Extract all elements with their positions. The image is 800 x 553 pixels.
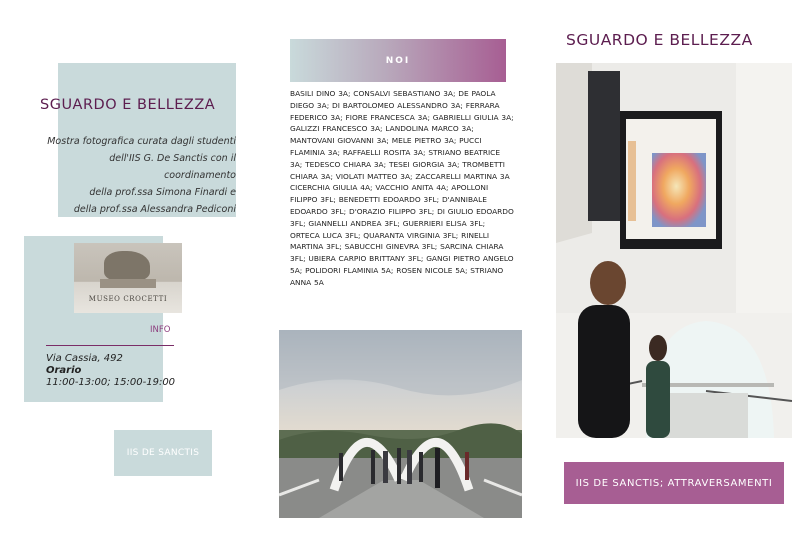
museum-crocetti-photo [74,243,182,313]
attraversamenti-banner [564,462,784,504]
info-divider [46,345,174,346]
museum-sign-text: MUSEO CROCETTI [88,295,168,303]
bridge-illustration [279,330,522,518]
description-line: Mostra fotografica curata dagli studenti [47,136,236,147]
statue-base [100,279,156,288]
gallery-photo [556,63,792,438]
info-label: INFO [150,325,171,335]
attraversamenti-label: IIS DE SANCTIS; ATTRAVERSAMENTI [575,477,773,489]
noi-header-bar [290,39,506,82]
bridge-photo [279,330,522,518]
student-names-list: BASILI DINO 3A; CONSALVI SEBASTIANO 3A; DE PAOLA DIEGO 3A; DI BARTOLOMEO ALESSANDRO 3A; FERRARA FEDERICO 3A; FIORE FRANCESCA 3A; GABRIELLI GIULIA 3A; GALIZZI FRANCESCO 3A; LANDOLINA MARCO 3A; MANTOVANI GIOVANNI 3A; MELE PIETRO 3A; PUCCI FLAMINIA 3A; RAFFAELLI ROSITA 3A; STRIANO BEATRICE 3A; TEDESCO CHIARA 3A; TESEI GIORGIA 3A; TROMBETTI CHIARA 3A; VIOLATI MATTEO 3A; ZACCARELLI MARTINA 3A CICERCHIA GIULIA 4A; VACCHIO ANITA 4A; APOLLONI FILIPPO 3FL; BENEDETTI EDOARDO 3FL; D'ANNIBALE EDOARDO 3FL; D'ORAZIO FILIPPO 3FL; DI GIULIO EDOARDO 3FL; GIANNELLI ANDREA 3FL; GUERRIERI ELISA 3FL; ORTECA LUCA 3FL; QUARANTA VIRGINIA 3FL; RINELLI MARTINA 3FL; SABUCCHI GINEVRA 3FL; SARCINA CHIARA 3FL; UBIERA CARPIO BRITTANY 3FL; GANGI PIETRO ANGELO 5A; POLIDORI FLAMINIA 5A; ROSEN NICOLE 5A; STRIANO ANNA 5A [290,89,514,287]
exhibition-title-right: SGUARDO E BELLEZZA [566,31,753,49]
description-line: della prof.ssa Simona Finardi e [89,187,236,198]
statue-shape [104,251,150,281]
exhibition-description [40,133,236,218]
address-block [46,353,175,389]
school-badge-label: IIS DE SANCTIS [126,448,200,458]
description-line: dell'IIS G. De Sanctis con il coordinamento [109,153,236,181]
school-badge [114,430,212,476]
hours-text: 11:00-13:00; 15:00-19:00 [46,377,176,388]
address-text: Via Cassia, 492 [46,353,123,364]
noi-header-label: NOI [385,55,411,66]
exhibition-title-left: SGUARDO E BELLEZZA [40,97,216,113]
hours-label: Orario [46,365,82,376]
gallery-illustration [556,63,792,438]
description-line: della prof.ssa Alessandra Pediconi [73,204,236,215]
